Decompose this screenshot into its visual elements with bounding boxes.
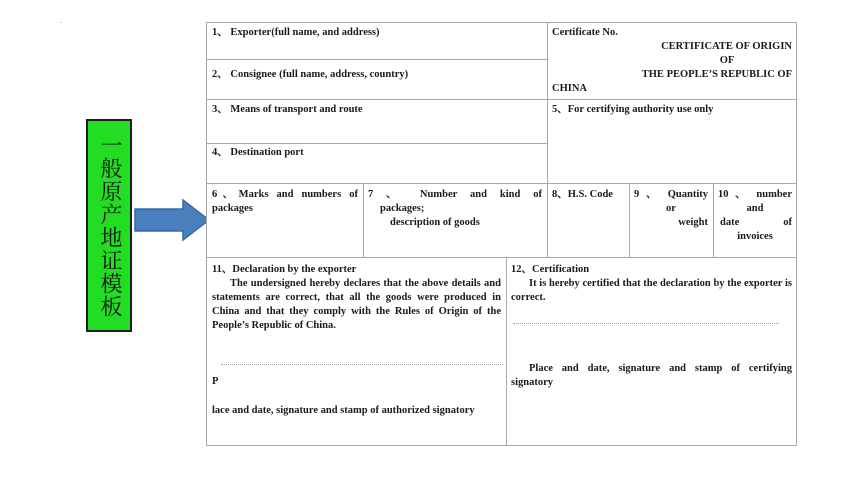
certificate-form bbox=[206, 22, 797, 446]
grid-line bbox=[207, 183, 797, 184]
invoice-label: 10 、 number bbox=[718, 189, 792, 200]
certification-title: 12、Certification bbox=[511, 264, 590, 275]
certificate-title: CERTIFICATE OF ORIGIN bbox=[661, 41, 792, 52]
transport-field bbox=[207, 102, 547, 118]
declaration-p bbox=[207, 374, 506, 390]
consignee-label: 2、 Consignee (full name, address, country) bbox=[212, 69, 409, 80]
template-title-text: 一般原产地证模板 bbox=[97, 133, 122, 318]
certificate-title: THE PEOPLE’S REPUBLIC OF bbox=[641, 69, 792, 80]
certificate-header bbox=[547, 25, 797, 99]
transport-label: 3、 Means of transport and route bbox=[212, 104, 363, 115]
declaration-title: 11、Declaration by the exporter bbox=[212, 264, 357, 275]
quantity-field bbox=[629, 187, 713, 231]
destination-label: 4、 Destination port bbox=[212, 147, 304, 158]
declaration-text: The undersigned hereby declares that the above details and statements are correct, that all the goods were produced in China and that they comply with the Rules of Origin of the People’s Republic of China. bbox=[212, 278, 501, 331]
certification-sign-text: Place and date, signature and stamp of certifying signatory bbox=[511, 363, 792, 388]
authority-field bbox=[547, 102, 797, 118]
marks-field bbox=[207, 187, 363, 217]
certificate-title: CHINA bbox=[552, 83, 588, 94]
goods-field bbox=[363, 187, 547, 231]
declaration-field bbox=[207, 262, 506, 334]
destination-field bbox=[207, 145, 547, 161]
certification-text: It is hereby certified that the declaration by the exporter is correct. bbox=[511, 278, 792, 303]
hs-code-field bbox=[547, 187, 629, 203]
goods-label: packages; bbox=[380, 203, 425, 214]
invoice-label: and bbox=[746, 203, 764, 214]
quantity-label: weight bbox=[678, 217, 708, 228]
certification-signatory bbox=[506, 361, 797, 391]
authority-label: 5、For certifying authority use only bbox=[552, 104, 714, 115]
goods-label: 7 、 Number and kind of bbox=[368, 189, 542, 200]
consignee-field bbox=[207, 67, 547, 83]
grid-line bbox=[207, 257, 797, 258]
goods-label: description of goods bbox=[390, 217, 480, 228]
invoice-field bbox=[713, 187, 797, 245]
hs-code-label: 8、H.S. Code bbox=[552, 189, 613, 200]
exporter-label: 1、 Exporter(full name, and address) bbox=[212, 27, 380, 38]
signature-line bbox=[513, 323, 779, 324]
quantity-label: 9 、 Quantity bbox=[634, 189, 708, 200]
declaration-p-text: P bbox=[212, 376, 219, 387]
exporter-field bbox=[207, 25, 547, 41]
grid-line bbox=[207, 59, 547, 60]
grid-line bbox=[207, 99, 797, 100]
template-title-label bbox=[86, 119, 132, 332]
grid-line bbox=[207, 143, 547, 144]
stray-dot bbox=[60, 22, 61, 23]
marks-label: 6、Marks and numbers of packages bbox=[212, 189, 358, 214]
declaration-sign-text: lace and date, signature and stamp of authorized signatory bbox=[212, 405, 475, 416]
right-arrow-icon bbox=[133, 198, 211, 242]
certification-field bbox=[506, 262, 797, 306]
quantity-label: or bbox=[666, 203, 676, 214]
declaration-signatory bbox=[207, 403, 506, 419]
invoice-label: date of bbox=[720, 217, 792, 228]
certificate-title: OF bbox=[719, 55, 735, 66]
certificate-no-label: Certificate No. bbox=[552, 27, 618, 38]
signature-line bbox=[221, 364, 503, 365]
invoice-label: invoices bbox=[737, 231, 773, 242]
